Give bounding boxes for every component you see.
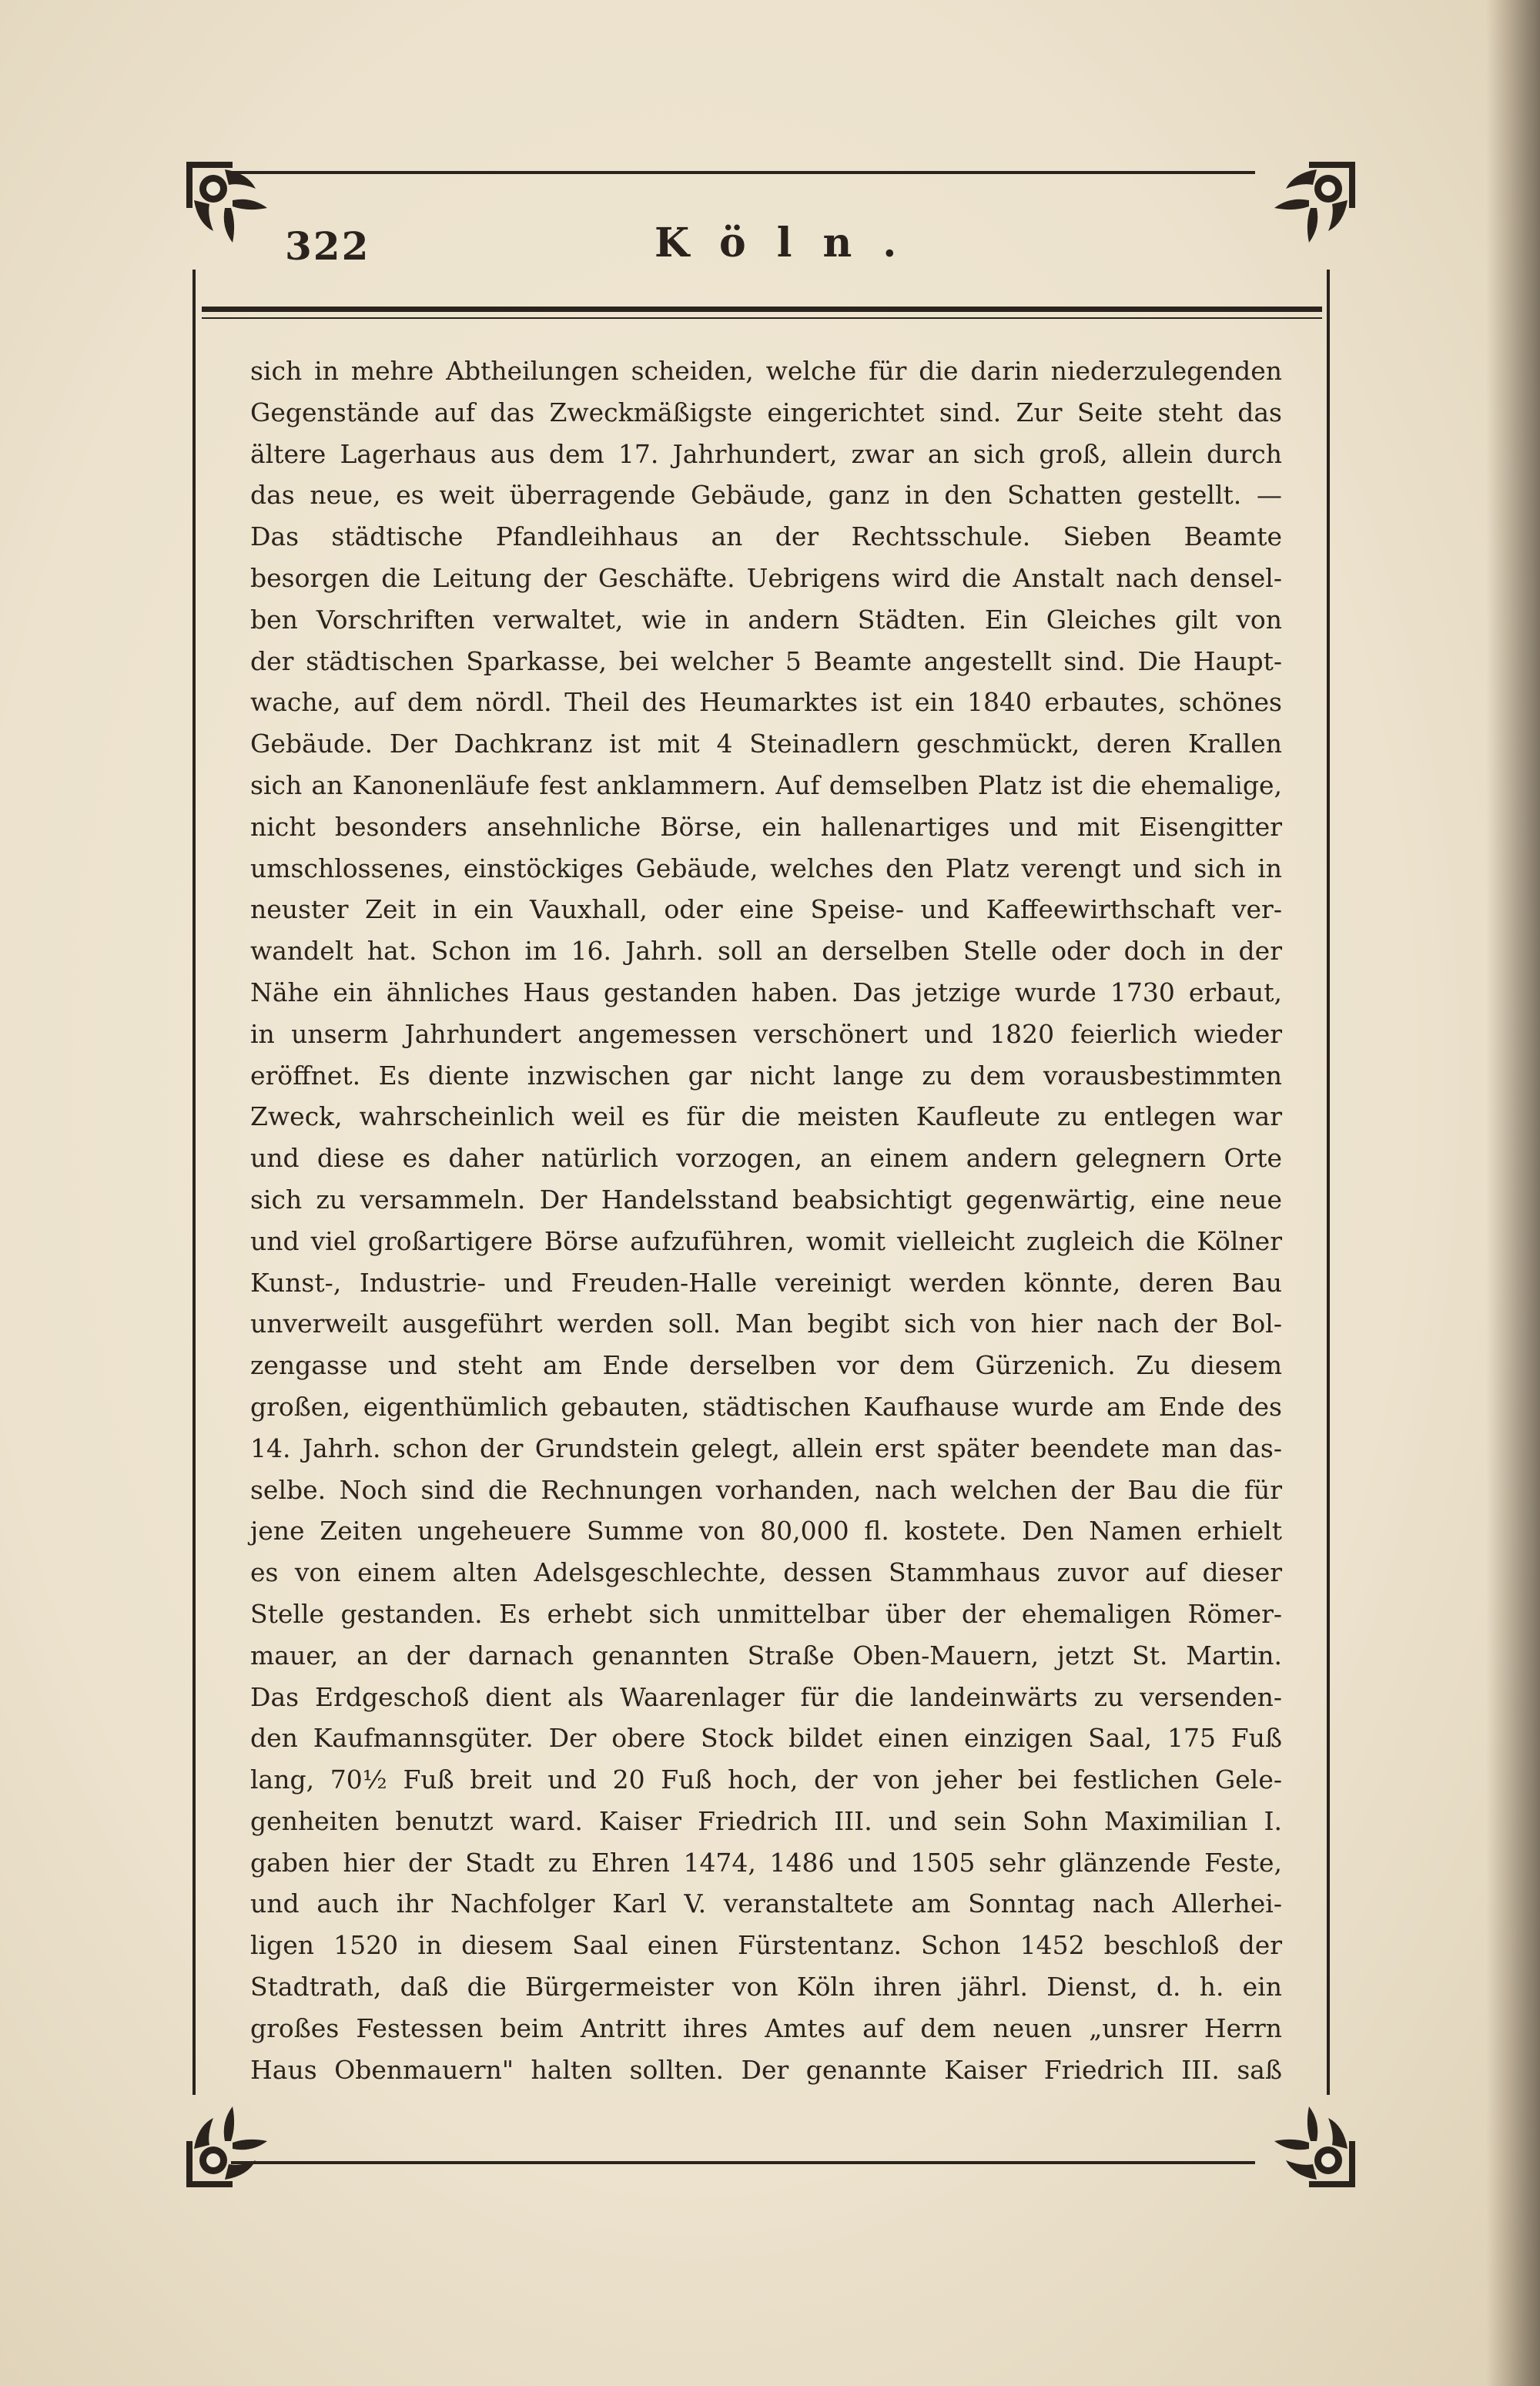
text-line: und diese es daher natürlich vorzogen, an einem andern gelegnern Orte — [250, 1143, 1282, 1174]
text-line: und auch ihr Nachfolger Karl V. veranstaltete am Sonntag nach Allerhei- — [250, 1888, 1282, 1919]
text-line: jene Zeiten ungeheuere Summe von 80,000 fl. kostete. Den Namen erhielt — [250, 1516, 1282, 1547]
frame-top-border — [231, 171, 1255, 174]
text-line: genheiten benutzt ward. Kaiser Friedrich III. und sein Sohn Maximilian I. — [250, 1805, 1282, 1836]
body-text — [250, 350, 1282, 2090]
text-line: sich zu versammeln. Der Handelsstand beabsichtigt gegenwärtig, eine neue — [250, 1184, 1282, 1215]
text-line: selbe. Noch sind die Rechnungen vorhanden, nach welchen der Bau die für — [250, 1474, 1282, 1505]
text-line: Stadtrath, daß die Bürgermeister von Köln ihren jährl. Dienst, d. h. ein — [250, 1972, 1282, 2002]
text-line: sich in mehre Abtheilungen scheiden, welche für die darin niederzulegenden — [250, 356, 1282, 386]
text-line: 14. Jahrh. schon der Grundstein gelegt, allein erst später beendete man das- — [250, 1433, 1282, 1463]
text-line: großes Festessen beim Antritt ihres Amtes auf dem neuen „unsrer Herrn — [250, 2012, 1282, 2043]
text-line: zengasse und steht am Ende derselben vor dem Gürzenich. Zu diesem — [250, 1350, 1282, 1381]
text-line: ältere Lagerhaus aus dem 17. Jahrhundert, zwar an sich groß, allein durch — [250, 438, 1282, 469]
spine-shadow — [1486, 0, 1540, 2386]
header-rule-thin — [202, 317, 1322, 319]
text-line: der städtischen Sparkasse, bei welcher 5 Beamte angestellt sind. Die Haupt- — [250, 645, 1282, 676]
header-rule-thick — [202, 307, 1322, 312]
corner-ornament-icon — [179, 154, 279, 254]
text-line: Gegenstände auf das Zweckmäßigste eingerichtet sind. Zur Seite steht das — [250, 397, 1282, 427]
text-line: Gebäude. Der Dachkranz ist mit 4 Steinadlern geschmückt, deren Krallen — [250, 729, 1282, 759]
frame-bottom-border — [231, 2161, 1255, 2164]
text-line: Nähe ein ähnliches Haus gestanden haben. Das jetzige wurde 1730 erbaut, — [250, 977, 1282, 1007]
text-line: nicht besonders ansehnliche Börse, ein hallenartiges und mit Eisengitter — [250, 811, 1282, 842]
text-line: neuster Zeit in ein Vauxhall, oder eine Speise- und Kaffeewirthschaft ver- — [250, 894, 1282, 925]
frame-left-border — [192, 270, 196, 2095]
text-line: wandelt hat. Schon im 16. Jahrh. soll an derselben Stelle oder doch in der — [250, 936, 1282, 967]
corner-ornament-icon — [1263, 2095, 1363, 2195]
text-line: ligen 1520 in diesem Saal einen Fürstentanz. Schon 1452 beschloß der — [250, 1930, 1282, 1961]
text-line: in unserm Jahrhundert angemessen verschönert und 1820 feierlich wieder — [250, 1018, 1282, 1049]
running-title: Köln. — [654, 219, 928, 266]
corner-ornament-icon — [179, 2095, 279, 2195]
text-line: und viel großartigere Börse aufzuführen, womit vielleicht zugleich die Kölner — [250, 1225, 1282, 1256]
text-line: lang, 70½ Fuß breit und 20 Fuß hoch, der von jeher bei festlichen Gele- — [250, 1764, 1282, 1795]
page-header — [277, 212, 1309, 281]
text-line: Stelle gestanden. Es erhebt sich unmittelbar über der ehemaligen Römer- — [250, 1598, 1282, 1629]
text-line: wache, auf dem nördl. Theil des Heumarktes ist ein 1840 erbautes, schönes — [250, 687, 1282, 718]
page-number: 322 — [285, 223, 370, 269]
frame-right-border — [1327, 270, 1330, 2095]
text-line: besorgen die Leitung der Geschäfte. Uebrigens wird die Anstalt nach densel- — [250, 562, 1282, 593]
text-line: Das Erdgeschoß dient als Waarenlager für die landeinwärts zu versenden- — [250, 1681, 1282, 1712]
text-line: unverweilt ausgeführt werden soll. Man begibt sich von hier nach der Bol- — [250, 1309, 1282, 1339]
text-line: Zweck, wahrscheinlich weil es für die meisten Kaufleute zu entlegen war — [250, 1101, 1282, 1132]
text-line: das neue, es weit überragende Gebäude, ganz in den Schatten gestellt. — — [250, 480, 1282, 511]
text-line: Haus Obenmauern" halten sollten. Der genannte Kaiser Friedrich III. saß — [250, 2054, 1282, 2085]
text-line: sich an Kanonenläufe fest anklammern. Auf demselben Platz ist die ehemalige, — [250, 769, 1282, 800]
text-line: mauer, an der darnach genannten Straße Oben-Mauern, jetzt St. Martin. — [250, 1640, 1282, 1671]
text-line: Kunst-, Industrie- und Freuden-Halle vereinigt werden könnte, deren Bau — [250, 1267, 1282, 1298]
text-line: großen, eigenthümlich gebauten, städtischen Kaufhause wurde am Ende des — [250, 1391, 1282, 1422]
text-line: eröffnet. Es diente inzwischen gar nicht lange zu dem vorausbestimmten — [250, 1060, 1282, 1091]
text-line: ben Vorschriften verwaltet, wie in andern Städten. Ein Gleiches gilt von — [250, 604, 1282, 635]
text-line: gaben hier der Stadt zu Ehren 1474, 1486 und 1505 sehr glänzende Feste, — [250, 1847, 1282, 1878]
text-line: umschlossenes, einstöckiges Gebäude, welches den Platz verengt und sich in — [250, 853, 1282, 883]
text-line: Das städtische Pfandleihhaus an der Rechtsschule. Sieben Beamte — [250, 521, 1282, 552]
text-line: den Kaufmannsgüter. Der obere Stock bildet einen einzigen Saal, 175 Fuß — [250, 1723, 1282, 1754]
text-line: es von einem alten Adelsgeschlechte, dessen Stammhaus zuvor auf dieser — [250, 1557, 1282, 1588]
